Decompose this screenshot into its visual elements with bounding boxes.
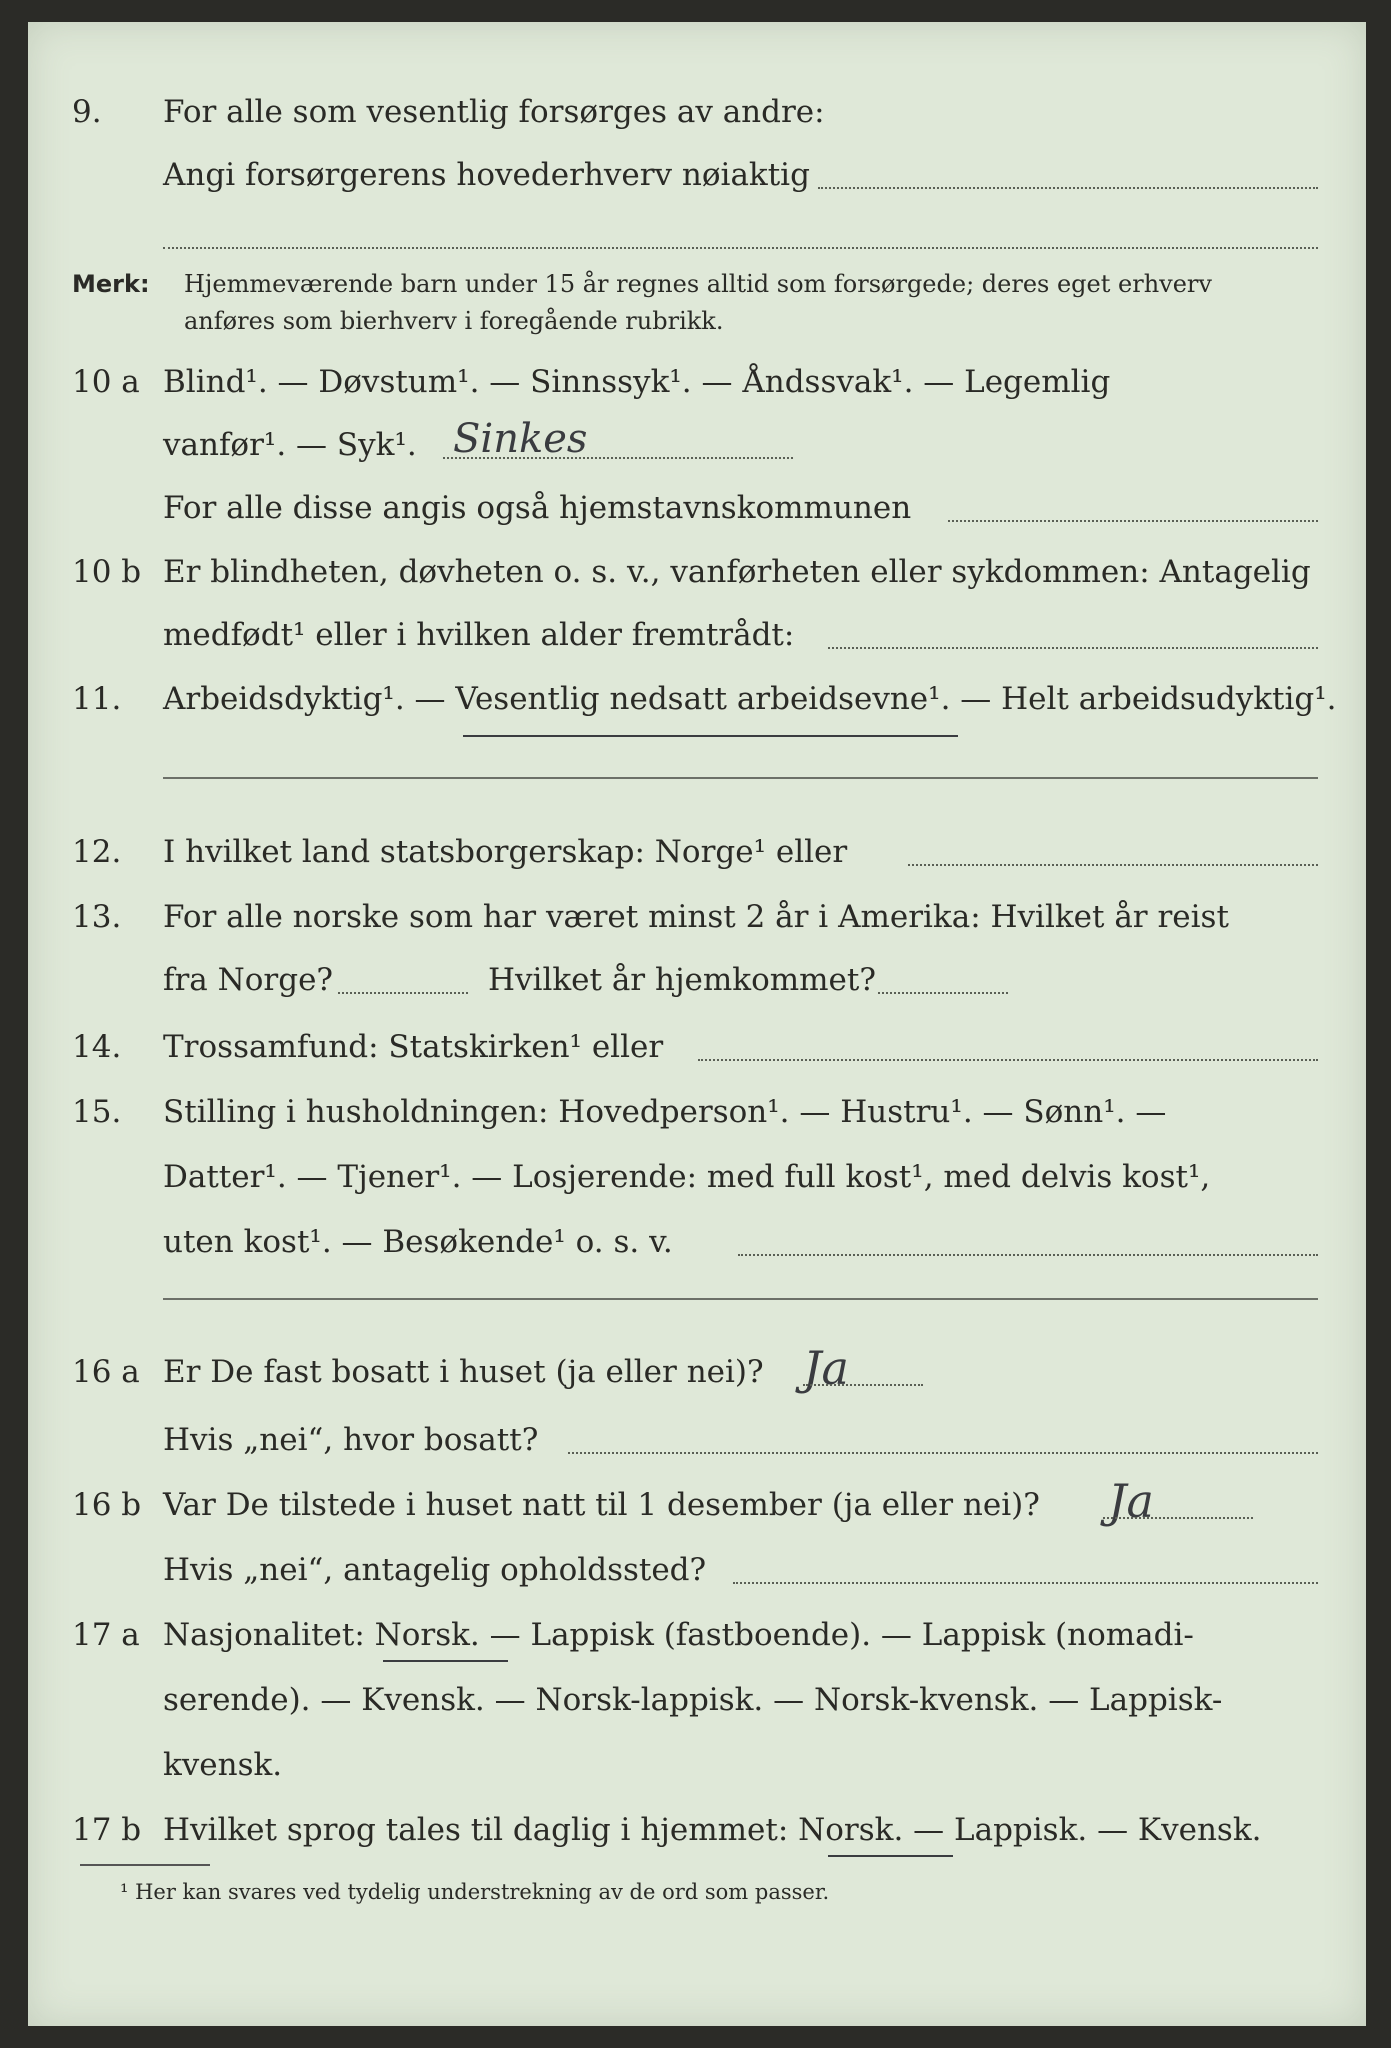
answer-field[interactable]	[698, 1059, 1318, 1061]
question-text: For alle norske som har været minst 2 år i Amerika: Hvilket år reist	[163, 899, 1229, 935]
handwritten-answer: Ja	[1108, 1474, 1154, 1528]
question-10a-line-2	[28, 415, 1366, 475]
question-16a	[28, 1342, 1366, 1402]
question-16a-line-2	[28, 1410, 1366, 1470]
question-number: 11.	[72, 681, 122, 717]
question-17a-line-2	[28, 1670, 1366, 1730]
question-text: Angi forsørgerens hovederhverv nøiaktig	[163, 157, 810, 193]
question-text: Nasjonalitet: Norsk. — Lappisk (fastboende). — Lappisk (nomadi-	[163, 1617, 1194, 1653]
question-number: 16 a	[72, 1354, 140, 1390]
question-10a-line-3	[28, 478, 1366, 538]
answer-field[interactable]	[568, 1452, 1318, 1454]
question-9	[28, 82, 1366, 142]
question-text: I hvilket land statsborgerskap: Norge¹ eller	[163, 834, 848, 870]
question-text: Datter¹. — Tjener¹. — Losjerende: med full kost¹, med delvis kost¹,	[163, 1159, 1211, 1195]
question-number: 17 a	[72, 1617, 140, 1653]
question-number: 10 b	[72, 554, 142, 590]
question-17a	[28, 1605, 1366, 1665]
question-number: 10 a	[72, 364, 140, 400]
question-11	[28, 669, 1366, 729]
handwritten-underline	[463, 735, 958, 737]
question-text: Trossamfund: Statskirken¹ eller	[163, 1029, 664, 1065]
note	[72, 267, 1212, 301]
question-text: vanfør¹. — Syk¹.	[163, 427, 417, 463]
question-text: fra Norge?	[163, 962, 334, 998]
question-number: 9.	[72, 94, 102, 130]
question-text: Arbeidsdyktig¹. — Vesentlig nedsatt arbeidsevne¹. — Helt arbeidsudyktig¹.	[163, 681, 1337, 717]
question-text: kvensk.	[163, 1747, 283, 1783]
answer-field[interactable]	[443, 457, 793, 459]
answer-field[interactable]	[738, 1254, 1318, 1256]
answer-field[interactable]	[908, 864, 1318, 866]
question-10b	[28, 542, 1366, 602]
question-text: Hvis „nei“, hvor bosatt?	[163, 1422, 539, 1458]
question-10a	[28, 352, 1366, 412]
answer-field[interactable]	[828, 647, 1318, 649]
question-text: For alle disse angis også hjemstavnskommunen	[163, 490, 912, 526]
question-number: 13.	[72, 899, 122, 935]
answer-field[interactable]	[338, 992, 468, 994]
question-10b-line-2	[28, 605, 1366, 665]
census-form-page	[28, 22, 1366, 2026]
question-14	[28, 1017, 1366, 1077]
question-text: For alle som vesentlig forsørges av andre:	[163, 94, 825, 130]
question-number: 14.	[72, 1029, 122, 1065]
question-number: 12.	[72, 834, 122, 870]
question-text: medfødt¹ eller i hvilken alder fremtrådt:	[163, 617, 795, 653]
question-15-line-3	[28, 1212, 1366, 1272]
question-text: Er blindheten, døvheten o. s. v., vanførheten eller sykdommen: Antagelig	[163, 554, 1311, 590]
question-number: 17 b	[72, 1812, 142, 1848]
question-text: Er De fast bosatt i huset (ja eller nei)?	[163, 1354, 764, 1390]
handwritten-underline	[828, 1855, 953, 1857]
question-9-line-2	[28, 145, 1366, 205]
note-line-2: anføres som bierhverv i foregående rubrikk.	[184, 307, 724, 335]
answer-field[interactable]	[733, 1582, 1318, 1584]
question-text: Hvilket sprog tales til daglig i hjemmet: Norsk. — Lappisk. — Kvensk.	[163, 1812, 1262, 1848]
question-15-line-2	[28, 1147, 1366, 1207]
question-16b-line-2	[28, 1540, 1366, 1600]
question-text: Stilling i husholdningen: Hovedperson¹. — Hustru¹. — Sønn¹. —	[163, 1094, 1167, 1130]
answer-field[interactable]	[1103, 1517, 1253, 1519]
question-text: uten kost¹. — Besøkende¹ o. s. v.	[163, 1224, 673, 1260]
question-17b	[28, 1800, 1366, 1860]
answer-field[interactable]	[163, 777, 1318, 779]
answer-field[interactable]	[948, 520, 1318, 522]
question-number: 16 b	[72, 1487, 142, 1523]
question-16b	[28, 1475, 1366, 1535]
question-text: Hvilket år hjemkommet?	[488, 962, 876, 998]
handwritten-answer: Ja	[803, 1341, 849, 1395]
question-text: serende). — Kvensk. — Norsk-lappisk. — Norsk-kvensk. — Lappisk-	[163, 1682, 1223, 1718]
question-text: Blind¹. — Døvstum¹. — Sinnssyk¹. — Åndssvak¹. — Legemlig	[163, 364, 1111, 400]
answer-field[interactable]	[803, 1384, 923, 1386]
question-text: Var De tilstede i huset natt til 1 desember (ja eller nei)?	[163, 1487, 1040, 1523]
question-12	[28, 822, 1366, 882]
answer-field[interactable]	[878, 992, 1008, 994]
answer-field[interactable]	[163, 1298, 1318, 1300]
handwritten-underline	[383, 1660, 508, 1662]
question-13-line-2	[28, 950, 1366, 1010]
question-15	[28, 1082, 1366, 1142]
answer-field[interactable]	[163, 247, 1318, 249]
question-number: 15.	[72, 1094, 122, 1130]
note-label: Merk:	[72, 270, 150, 298]
answer-field[interactable]	[818, 187, 1318, 189]
question-13	[28, 887, 1366, 947]
footnote-divider	[80, 1864, 210, 1866]
handwritten-answer: Sinkes	[453, 416, 588, 462]
note-text: Hjemmeværende barn under 15 år regnes alltid som forsørgede; deres eget erhverv	[184, 270, 1212, 298]
question-text: Hvis „nei“, antagelig opholdssted?	[163, 1552, 707, 1588]
footnote: ¹ Her kan svares ved tydelig understrekning av de ord som passer.	[120, 1880, 830, 1904]
question-17a-line-3	[28, 1735, 1366, 1795]
